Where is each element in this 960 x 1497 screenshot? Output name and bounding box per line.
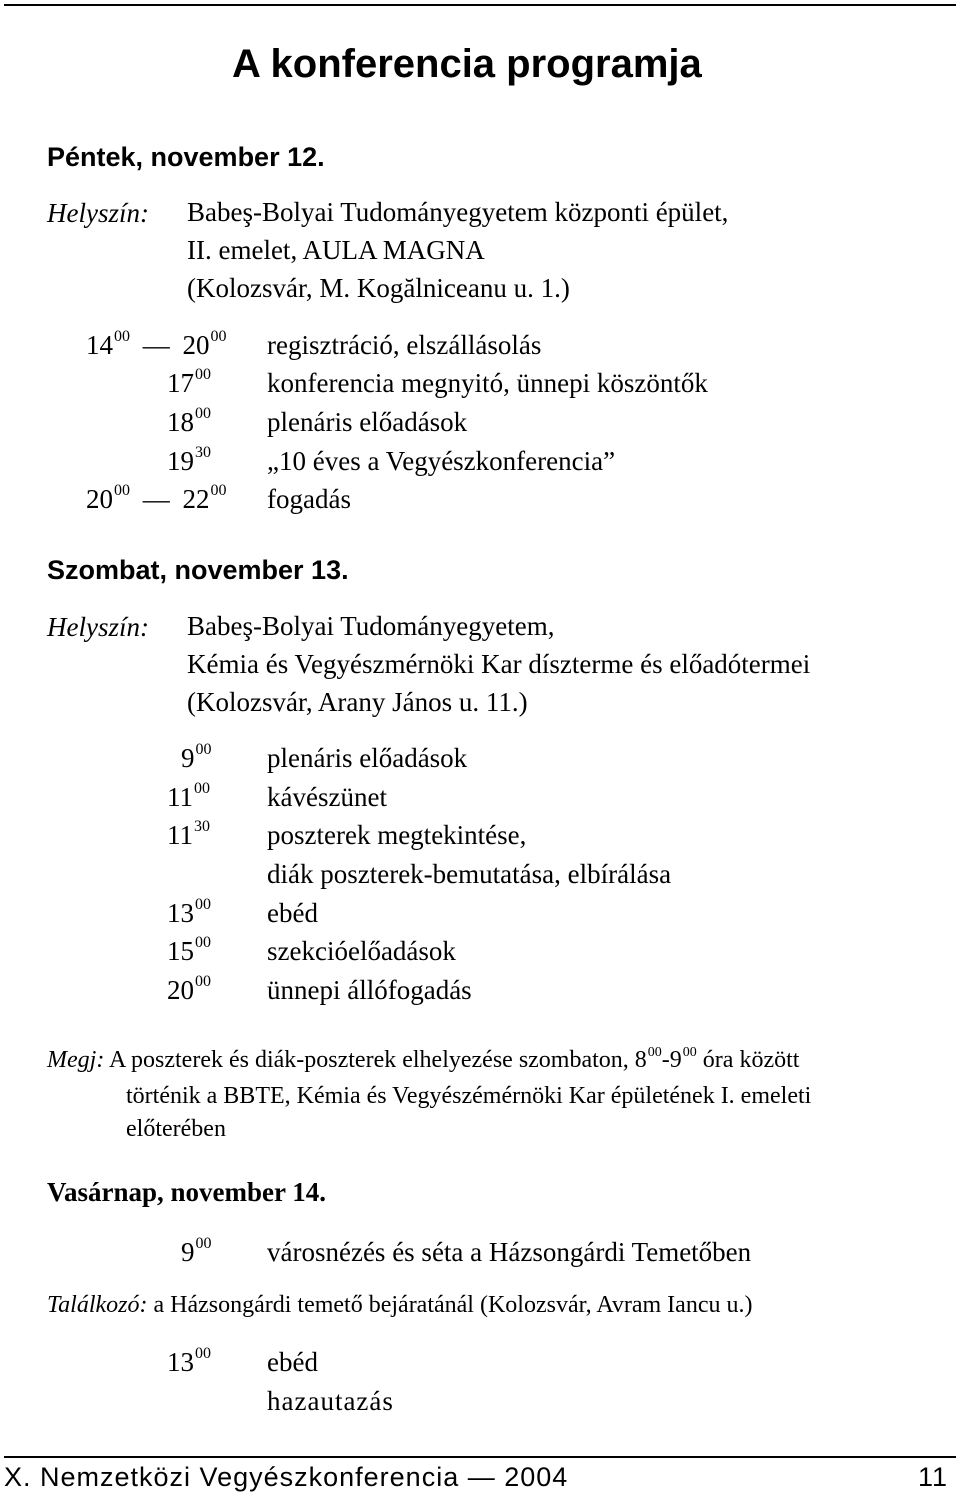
schedule-row <box>0 484 960 522</box>
activity: poszterek megtekintése, <box>267 820 527 850</box>
day1-heading: Péntek, november 12. <box>47 142 325 172</box>
schedule-row <box>0 368 960 406</box>
day2-location-line-3: (Kolozsvár, Arany János u. 11.) <box>187 687 528 717</box>
meeting-label: Találkozó: <box>47 1292 148 1318</box>
schedule-row <box>0 936 960 974</box>
schedule-row <box>0 446 960 484</box>
activity: kávészünet <box>267 782 387 812</box>
day3-heading: Vasárnap, november 14. <box>47 1177 327 1207</box>
schedule-row <box>0 820 960 858</box>
schedule-row <box>0 975 960 1013</box>
time: $19^{30}$ <box>167 444 211 476</box>
schedule-row <box>0 743 960 781</box>
time: $9^{00}$ <box>181 741 212 773</box>
schedule-row <box>0 859 960 897</box>
schedule-row <box>0 898 960 936</box>
day1-location-line-2: II. emelet, AULA MAGNA <box>187 235 485 265</box>
time: $11^{30}$ <box>167 818 210 850</box>
note <box>47 1044 811 1146</box>
schedule-row <box>0 1386 960 1424</box>
page-title: A konferencia programja <box>232 42 702 86</box>
schedule-row <box>0 1237 960 1275</box>
note-line-1: Megj: A poszterek és diák-poszterek elhelyezése szombaton, $8^{00}-9^{00}$ óra között <box>47 1045 800 1073</box>
activity: ebéd <box>267 898 318 928</box>
schedule-row <box>0 1347 960 1385</box>
time: $20^{00}$ <box>167 973 211 1005</box>
time: $14^{00}$ — $20^{00}$ <box>86 328 227 360</box>
day1-location-label: Helyszín: <box>47 198 149 228</box>
activity: konferencia megnyitó, ünnepi köszöntők <box>267 368 708 398</box>
time: $13^{00}$ <box>167 896 211 928</box>
activity: ebéd <box>267 1347 318 1377</box>
footer-title: X. Nemzetközi Vegyészkonferencia — 2004 <box>4 1462 569 1492</box>
bottom-rule <box>4 1456 956 1458</box>
top-rule <box>4 4 956 6</box>
activity: plenáris előadások <box>267 743 468 773</box>
day2-heading: Szombat, november 13. <box>47 555 349 585</box>
schedule-row <box>0 782 960 820</box>
day1-location-line-3: (Kolozsvár, M. Kogălniceanu u. 1.) <box>187 273 570 303</box>
activity: plenáris előadások <box>267 407 468 437</box>
day2-location-line-1: Babeş-Bolyai Tudományegyetem, <box>187 611 555 641</box>
time: $11^{00}$ <box>167 780 210 812</box>
schedule-row <box>0 407 960 445</box>
activity: városnézés és séta a Házsongárdi Temetőben <box>267 1237 752 1267</box>
note-label: Megj: <box>47 1047 105 1073</box>
meeting-text: a Házsongárdi temető bejáratánál (Kolozsvár, Avram Iancu u.) <box>153 1292 753 1318</box>
note-line-2: történik a BBTE, Kémia és Vegyészémérnöki Kar épületének I. emeleti <box>126 1083 812 1109</box>
activity: fogadás <box>267 484 351 514</box>
activity: diák poszterek-bemutatása, elbírálása <box>267 859 672 889</box>
time: $9^{00}$ <box>181 1235 212 1267</box>
time: $13^{00}$ <box>167 1345 211 1377</box>
activity: ünnepi állófogadás <box>267 975 472 1005</box>
time: $18^{00}$ <box>167 405 211 437</box>
activity: „10 éves a Vegyészkonferencia” <box>267 446 616 476</box>
activity: szekcióelőadások <box>267 936 456 966</box>
schedule-row <box>0 330 960 368</box>
day2-location-label: Helyszín: <box>47 612 149 642</box>
day2-location-line-2: Kémia és Vegyészmérnöki Kar díszterme és előadótermei <box>187 649 811 679</box>
activity: regisztráció, elszállásolás <box>267 330 542 360</box>
time: $17^{00}$ <box>167 366 211 398</box>
time: $15^{00}$ <box>167 934 211 966</box>
page-number: 11 <box>917 1462 948 1492</box>
note-line-3: előterében <box>126 1116 226 1142</box>
day1-location-line-1: Babeş-Bolyai Tudományegyetem központi épület, <box>187 197 729 227</box>
day2-location <box>187 607 810 721</box>
day1-location <box>187 193 728 307</box>
activity: hazautazás <box>267 1386 394 1416</box>
time: $20^{00}$ — $22^{00}$ <box>86 482 227 514</box>
meeting-point <box>47 1292 752 1319</box>
